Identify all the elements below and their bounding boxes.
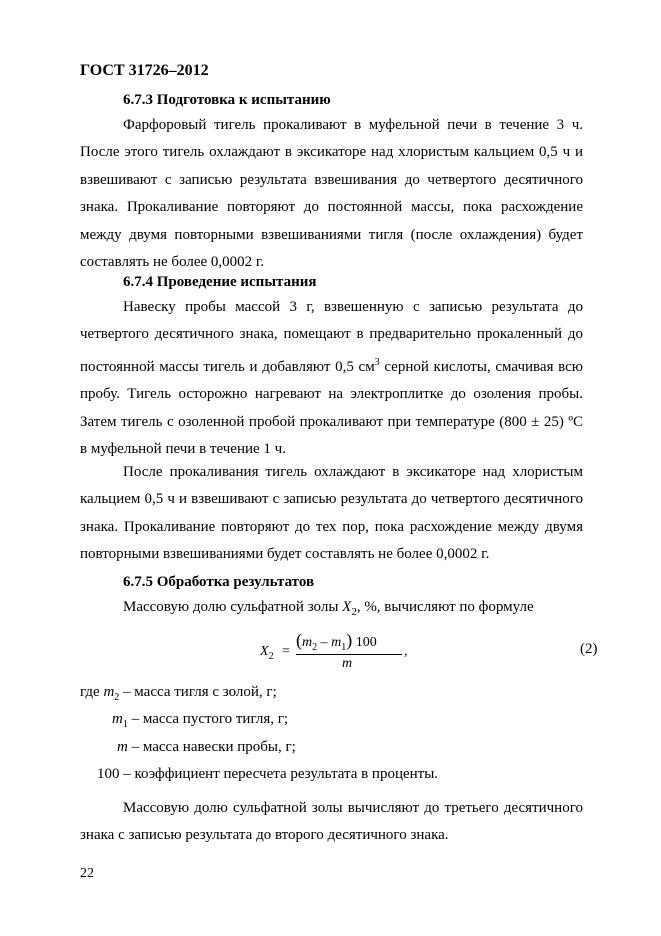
formula-2 bbox=[252, 630, 412, 674]
paragraph-procedure bbox=[80, 294, 583, 463]
formula-equals: = bbox=[282, 644, 290, 659]
definition-m2: где $m_2$ – масса тигля с золой, г; bbox=[80, 684, 277, 703]
definition-m: m – масса навески пробы, г; bbox=[117, 739, 296, 755]
formula-denominator: m bbox=[342, 656, 353, 671]
procedure-text-b: серной кислоты, смачивая всю пробу. Тигель осторожно нагревают на электроплитке до озоления пробы. Затем тигель с озоленной пробой прокаливают при температуре (800 ± 25) ºС в муфельной печи в течение 1 ч. bbox=[80, 358, 583, 458]
equation-number: (2) bbox=[580, 641, 598, 657]
page-number: 22 bbox=[80, 866, 94, 881]
procedure-text-a: Навеску пробы массой 3 г, взвешенную с записью результата до четвертого десятичного знака, помещают в предварительно прокаленный до постоянной массы тигель и добавляют 0,5 см bbox=[80, 299, 583, 375]
variable-x: X bbox=[342, 599, 352, 615]
section-title-6-7-3: 6.7.3 Подготовка к испытанию bbox=[123, 92, 331, 108]
section-title-6-7-5: 6.7.5 Обработка результатов bbox=[123, 574, 315, 590]
formula-lhs: $X_2$ bbox=[260, 644, 274, 662]
formula-intro-text-b: , %, вычисляют по формуле bbox=[356, 599, 534, 615]
standard-header: ГОСТ 31726–2012 bbox=[80, 62, 209, 79]
formula-comma: , bbox=[404, 644, 408, 659]
paragraph-formula-intro bbox=[80, 594, 583, 626]
paragraph-preparation: Фарфоровый тигель прокаливают в муфельной печи в течение 3 ч. После этого тигель охлаждают в эксикаторе над хлористым кальцием 0,5 ч и взвешивают с записью результата взвешивания до четвертого десятичного знака. Прокаливание повторяют до постоянной массы, пока расхождение между двумя повторными взвешиваниями тигля (после охлаждения) будет составлять не более 0,0002 г. bbox=[80, 117, 583, 271]
definition-100: 100 – коэффициент пересчета результата в проценты. bbox=[97, 766, 439, 782]
fraction-bar bbox=[296, 654, 402, 655]
formula-numerator: $(m_2 - m_1)$ 100 bbox=[296, 630, 377, 653]
definition-m1: $m_1$ – масса пустого тигля, г; bbox=[112, 711, 289, 730]
section-title-6-7-4: 6.7.4 Проведение испытания bbox=[123, 274, 317, 290]
variable-x-sub: 2 bbox=[351, 606, 357, 618]
paragraph-rounding: Массовую долю сульфатной золы вычисляют до третьего десятичного знака с записью результата до второго десятичного знака. bbox=[80, 800, 583, 844]
paragraph-after-calcination: После прокаливания тигель охлаждают в эксикаторе над хлористым кальцием 0,5 ч и взвешивают с записью результата до четвертого десятичного знака. Прокаливание повторяют до тех пор, пока расхождение между двумя повторными взвешиваниями будет составлять не более 0,0002 г. bbox=[80, 464, 583, 563]
superscript-3: 3 bbox=[374, 356, 380, 368]
formula-intro-text-a: Массовую долю сульфатной золы bbox=[123, 599, 343, 615]
